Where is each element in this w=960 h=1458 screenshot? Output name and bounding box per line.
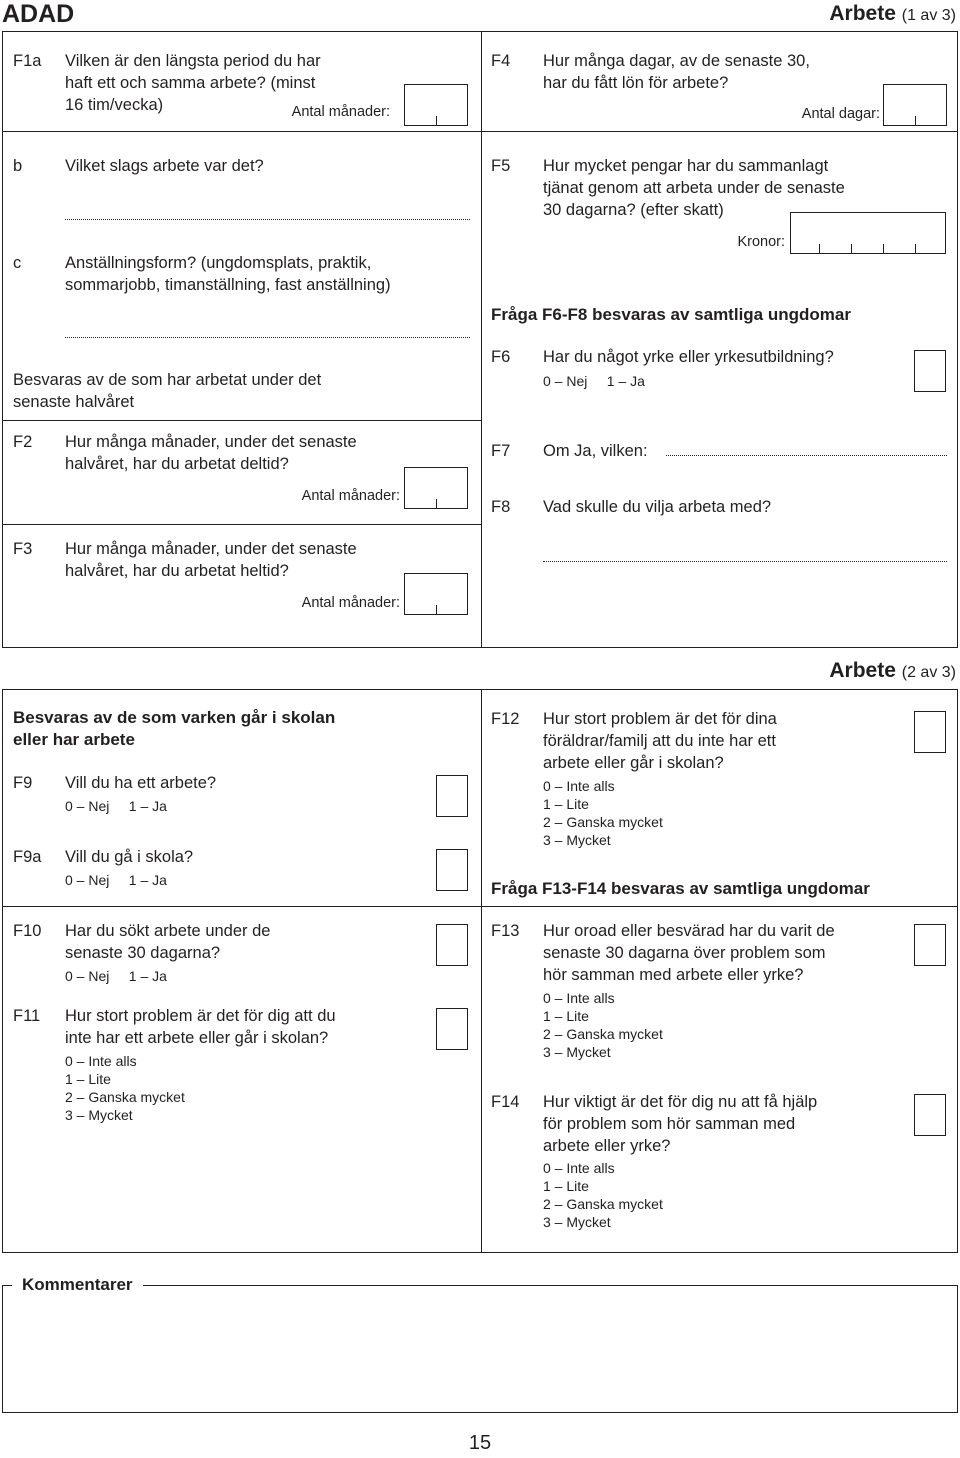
row-divider [2, 906, 958, 907]
document-title: ADAD [2, 0, 75, 28]
answer-box-f4[interactable] [883, 84, 947, 126]
question-text-f1a: Vilken är den längsta period du har haft ett och samma arbete? (minst 16 tim/vecka) [65, 52, 321, 114]
question-text-f6: Har du något yrke eller yrkesutbildning? [543, 348, 834, 366]
question-text-f14: Hur viktigt är det för dig nu att få hjälp för problem som hör samman med arbete eller yrke? [543, 1093, 818, 1155]
unit-label: Antal dagar: [801, 106, 880, 122]
comments-label: Kommentarer [12, 1274, 143, 1296]
answer-line-f7[interactable] [666, 455, 947, 456]
answer-box-f3[interactable] [404, 573, 468, 615]
answer-options: 0 – Inte alls 1 – Lite 2 – Ganska mycket 3 – Mycket [543, 990, 663, 1060]
answer-options: 0 – Nej 1 – Ja [65, 968, 167, 984]
answer-options: 0 – Inte alls 1 – Lite 2 – Ganska mycket 3 – Mycket [65, 1053, 185, 1123]
section-heading-1 [829, 2, 956, 28]
answer-options: 0 – Inte alls 1 – Lite 2 – Ganska mycket 3 – Mycket [543, 1160, 663, 1230]
question-number: F5 [491, 157, 511, 175]
section-page-indicator: (2 av 3) [901, 664, 956, 681]
section-title: Arbete [829, 659, 896, 682]
comments-box[interactable] [2, 1285, 958, 1413]
question-text-f8: Vad skulle du vilja arbeta med? [543, 498, 772, 516]
question-text-c: Anställningsform? (ungdomsplats, praktik, sommarjobb, timanställning, fast anställning) [65, 254, 391, 294]
answer-line-b[interactable] [65, 219, 470, 220]
question-text-f5: Hur mycket pengar har du sammanlagt tjänat genom att arbeta under de senaste 30 dagarna? (efter skatt) [543, 157, 845, 219]
unit-label: Kronor: [737, 234, 785, 250]
question-text-f4: Hur många dagar, av de senaste 30, har du fått lön för arbete? [543, 52, 810, 92]
question-number: F6 [491, 348, 511, 366]
question-text-f9: Vill du ha ett arbete? [65, 774, 217, 792]
section-instruction: Besvaras av de som varken går i skolan eller har arbete [13, 708, 336, 749]
question-number: c [13, 254, 22, 272]
answer-box-f5[interactable] [790, 212, 946, 254]
section-title: Arbete [829, 2, 896, 25]
answer-box-f1a[interactable] [404, 84, 468, 126]
question-text-f13: Hur oroad eller besvärad har du varit de senaste 30 dagarna över problem som hör samman med arbete eller yrke? [543, 922, 835, 984]
answer-box-f2[interactable] [404, 467, 468, 509]
answer-line-c[interactable] [65, 337, 470, 338]
answer-options: 0 – Nej 1 – Ja [543, 373, 645, 389]
answer-box-f11[interactable] [436, 1008, 468, 1050]
question-text-f7: Om Ja, vilken: [543, 442, 648, 460]
question-text-f9a: Vill du gå i skola? [65, 848, 194, 866]
answer-options: 0 – Nej 1 – Ja [65, 798, 167, 814]
question-number: F11 [13, 1007, 41, 1025]
question-number: F9 [13, 774, 33, 792]
question-number: F13 [491, 922, 520, 940]
question-number: F9a [13, 848, 42, 866]
question-text-f11: Hur stort problem är det för dig att du inte har ett arbete eller går i skolan? [65, 1007, 336, 1047]
question-number: F4 [491, 52, 511, 70]
unit-label: Antal månader: [301, 595, 400, 611]
question-number: F2 [13, 433, 33, 451]
row-divider [2, 131, 958, 132]
row-divider [2, 524, 481, 525]
question-text-f12: Hur stort problem är det för dina föräldrar/familj att du inte har ett arbete eller går i skolan? [543, 710, 777, 772]
question-number: F12 [491, 710, 520, 728]
column-divider [481, 31, 482, 648]
page-number: 15 [468, 1432, 492, 1454]
answer-box-f12[interactable] [914, 711, 946, 753]
question-number: F3 [13, 540, 33, 558]
row-divider [2, 420, 481, 421]
answer-options: 0 – Inte alls 1 – Lite 2 – Ganska mycket 3 – Mycket [543, 778, 663, 848]
question-number: b [13, 157, 23, 175]
section-heading-2 [829, 659, 956, 685]
answer-box-f6[interactable] [914, 350, 946, 392]
column-divider [481, 689, 482, 1253]
section-instruction: Besvaras av de som har arbetat under det senaste halvåret [13, 371, 322, 411]
question-number: F1a [13, 52, 42, 70]
unit-label: Antal månader: [291, 104, 390, 120]
question-text-f10: Har du sökt arbete under de senaste 30 dagarna? [65, 922, 271, 962]
question-number: F8 [491, 498, 511, 516]
answer-box-f9[interactable] [436, 775, 468, 817]
section-instruction: Fråga F6-F8 besvaras av samtliga ungdomar [491, 305, 851, 324]
answer-box-f10[interactable] [436, 924, 468, 966]
question-number: F7 [491, 442, 511, 460]
answer-box-f9a[interactable] [436, 849, 468, 891]
answer-box-f13[interactable] [914, 924, 946, 966]
question-text-f2: Hur många månader, under det senaste halvåret, har du arbetat deltid? [65, 433, 357, 473]
section-instruction: Fråga F13-F14 besvaras av samtliga ungdomar [491, 879, 870, 898]
question-text-b: Vilket slags arbete var det? [65, 157, 264, 175]
answer-options: 0 – Nej 1 – Ja [65, 872, 167, 888]
question-number: F14 [491, 1093, 520, 1111]
section-page-indicator: (1 av 3) [901, 7, 956, 24]
unit-label: Antal månader: [301, 488, 400, 504]
question-number: F10 [13, 922, 42, 940]
question-text-f3: Hur många månader, under det senaste halvåret, har du arbetat heltid? [65, 540, 357, 580]
answer-line-f8[interactable] [543, 561, 947, 562]
answer-box-f14[interactable] [914, 1094, 946, 1136]
